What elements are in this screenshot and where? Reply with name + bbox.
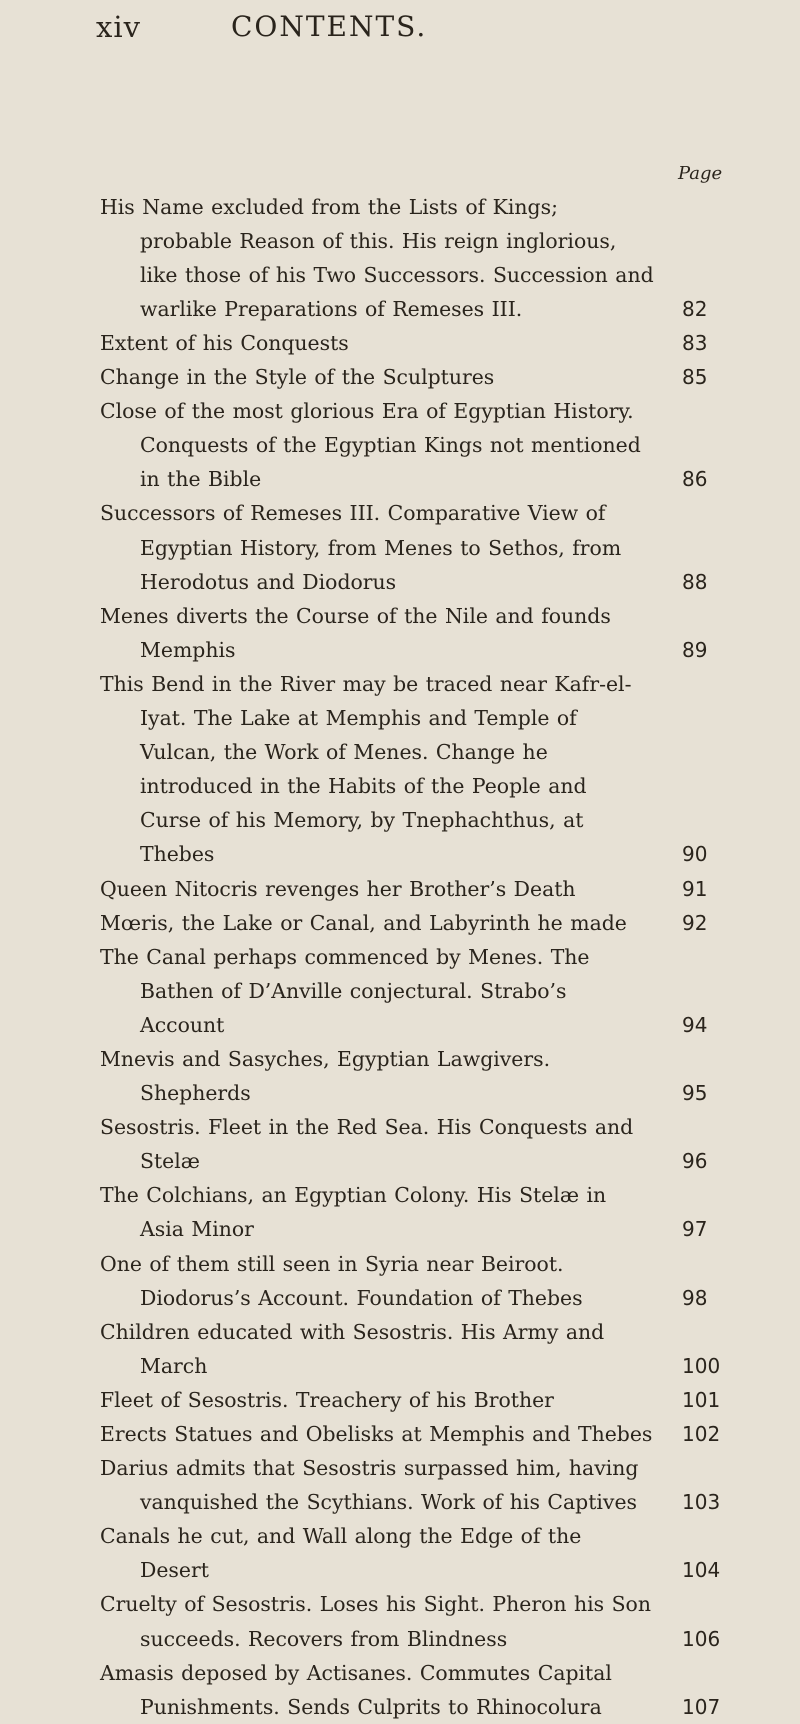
entry-page-number: 107 (682, 1694, 721, 1719)
contents-entry (0, 1178, 708, 1246)
entry-page-number: 98 (682, 1285, 708, 1310)
contents-entry (0, 190, 708, 326)
contents-entry (0, 1315, 721, 1383)
contents-entry (0, 1383, 721, 1417)
page-title: CONTENTS. (231, 10, 428, 43)
entry-text: The Canal perhaps commenced by Menes. The Bathen of D’Anville conjectural. Strabo’s Account (100, 944, 590, 1037)
entry-page-number: 97 (682, 1217, 708, 1242)
contents-list (0, 190, 800, 1724)
contents-entry (0, 906, 708, 940)
contents-entry (0, 940, 708, 1042)
contents-entry (0, 872, 708, 906)
entry-page-number: 91 (682, 876, 708, 901)
entry-page-number: 89 (682, 637, 708, 662)
contents-entry (0, 1656, 721, 1724)
contents-entry (0, 1451, 721, 1519)
entry-text: One of them still seen in Syria near Beiroot. Diodorus’s Account. Foundation of Thebes (100, 1251, 583, 1310)
entry-text: Mnevis and Sasyches, Egyptian Lawgivers. Shepherds (100, 1046, 551, 1106)
entry-page-number: 83 (682, 331, 708, 355)
contents-entry (0, 1417, 721, 1451)
entry-page-number: 88 (682, 569, 708, 594)
contents-entry (0, 1110, 708, 1178)
entry-text: Erects Statues and Obelisks at Memphis and Thebes (100, 1422, 653, 1446)
entry-page-number: 85 (682, 365, 708, 390)
entry-text: Extent of his Conquests (100, 331, 349, 355)
entry-text: This Bend in the River may be traced near Kafr-el-Iyat. The Lake at Memphis and Temple of Vulcan, the Work of Menes. Change he introduced in the Habits of the People and Curse of his Memory, by Tnephachthus, at Thebes (100, 671, 632, 867)
entry-text: Close of the most glorious Era of Egyptian History. Conquests of the Egyptian Kings not mentioned in the Bible (100, 399, 641, 492)
contents-entry (0, 394, 708, 496)
entry-page-number: 94 (682, 1012, 708, 1037)
entry-page-number: 106 (682, 1626, 721, 1651)
entry-text: Menes diverts the Course of the Nile and founds Memphis (100, 603, 611, 662)
entry-text: Change in the Style of the Sculptures (100, 365, 495, 390)
contents-entry (0, 1587, 721, 1655)
entry-page-number: 103 (682, 1490, 721, 1515)
entry-page-number: 104 (682, 1558, 721, 1583)
contents-entry (0, 599, 708, 667)
entry-text: Amasis deposed by Actisanes. Commutes Capital Punishments. Sends Culprits to Rhinocolura (100, 1660, 612, 1719)
entry-page-number: 100 (682, 1353, 721, 1378)
entry-page-number: 92 (682, 910, 708, 935)
entry-text: The Colchians, an Egyptian Colony. His Stelæ in Asia Minor (100, 1183, 607, 1242)
contents-entry (0, 1519, 721, 1587)
page-column-label: Page (678, 163, 723, 184)
entry-text: Children educated with Sesostris. His Army and March (100, 1319, 605, 1378)
entry-text: Cruelty of Sesostris. Loses his Sight. Pheron his Son succeeds. Recovers from Blindness (100, 1592, 651, 1651)
contents-entry (0, 667, 708, 872)
entry-page-number: 96 (682, 1149, 708, 1174)
entry-text: Canals he cut, and Wall along the Edge of the Desert (100, 1524, 582, 1583)
entry-page-number: 102 (682, 1422, 721, 1446)
entry-text: Darius admits that Sesostris surpassed him, having vanquished the Scythians. Work of his Captives (100, 1456, 639, 1515)
entry-text: Fleet of Sesostris. Treachery of his Brother (100, 1387, 554, 1412)
page-folio: xiv (96, 10, 142, 44)
entry-text: Queen Nitocris revenges her Brother’s Death (100, 876, 576, 901)
entry-text: Mœris, the Lake or Canal, and Labyrinth he made (100, 910, 627, 935)
entry-text: Successors of Remeses III. Comparative View of Egyptian History, from Menes to Sethos, from Herodotus and Diodorus (100, 501, 622, 594)
entry-text: Sesostris. Fleet in the Red Sea. His Conquests and Stelæ (100, 1115, 634, 1174)
running-head (96, 10, 736, 54)
contents-entry (0, 1042, 708, 1110)
entry-page-number: 101 (682, 1387, 721, 1412)
contents-entry (0, 1247, 708, 1315)
entry-page-number: 90 (682, 842, 708, 867)
entry-page-number: 82 (682, 296, 708, 321)
contents-entry (0, 360, 708, 394)
entry-page-number: 95 (682, 1081, 708, 1106)
contents-entry (0, 326, 708, 360)
entry-text: His Name excluded from the Lists of Kings; probable Reason of this. His reign inglorious, like those of his Two Successors. Succession and warlike Preparations of Remeses III. (100, 195, 654, 322)
contents-entry (0, 496, 708, 598)
entry-page-number: 86 (682, 467, 708, 492)
